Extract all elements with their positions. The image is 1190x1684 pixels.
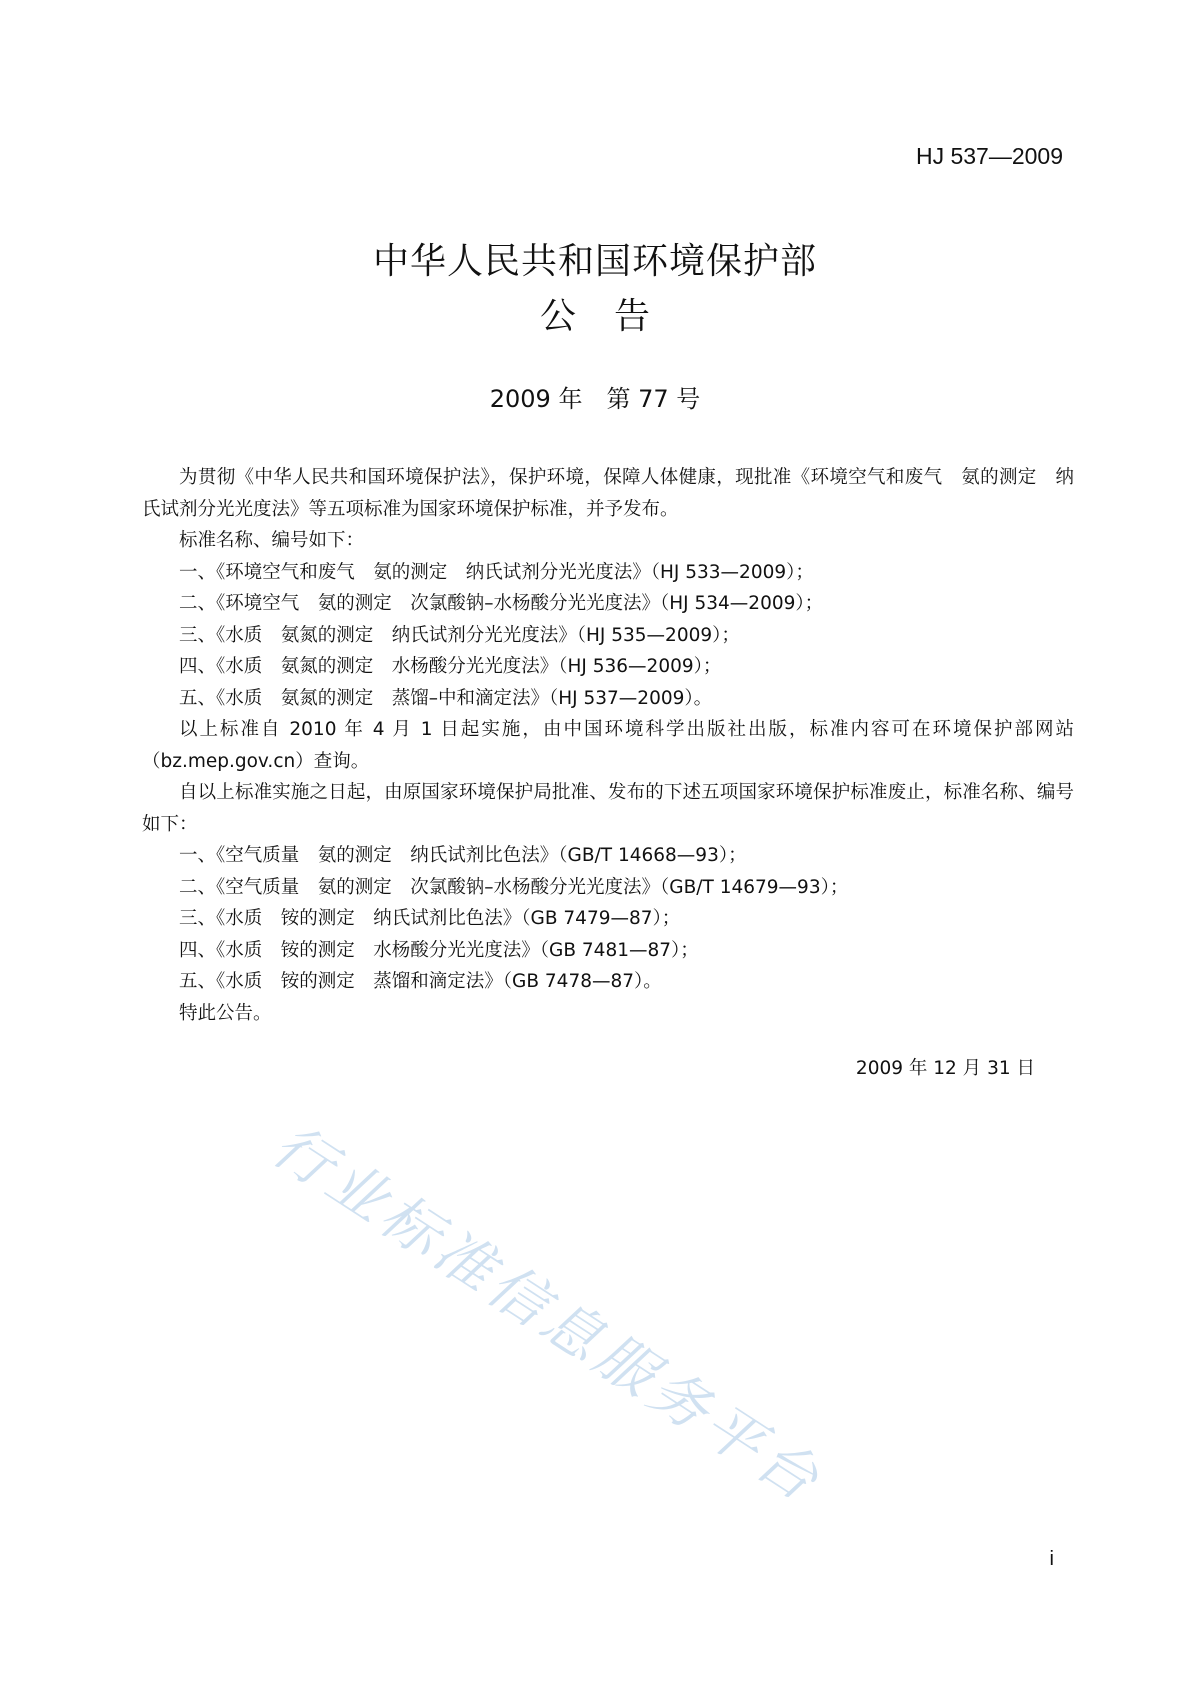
list-item-repealed-standard: 三、《水质 铵的测定 纳氏试剂比色法》（GB 7479—87）； xyxy=(179,908,681,929)
page-number: i xyxy=(1049,1548,1054,1570)
issue-number: 2009 年 第 77 号 xyxy=(489,385,701,413)
issuer-title: 中华人民共和国环境保护部 xyxy=(372,241,817,282)
announcement-title: 公告 xyxy=(539,296,688,337)
standard-number: HJ 537—2009 xyxy=(915,143,1063,169)
watermark: 行业标准信息服务平台 xyxy=(260,1110,835,1517)
list-item-new-standard: 五、《水质 氨氮的测定 蒸馏–中和滴定法》（HJ 537—2009）。 xyxy=(179,687,713,709)
paragraph-closing: 特此公告。 xyxy=(179,1002,272,1024)
list-item-repealed-standard: 四、《水质 铵的测定 水杨酸分光光度法》（GB 7481—87）； xyxy=(179,939,699,961)
signature-date: 2009 年 12 月 31 日 xyxy=(855,1058,1035,1079)
paragraph-intro: 为贯彻《中华人民共和国环境保护法》，保护环境，保障人体健康，现批准《环境空气和废气 氨的测定 纳氏试剂分光光度法》等五项标准为国家环境保护标准，并予发布。 xyxy=(142,467,1074,520)
list-item-new-standard: 三、《水质 氨氮的测定 纳氏试剂分光光度法》（HJ 535—2009）； xyxy=(179,624,740,646)
list-item-new-standard: 二、《环境空气 氨的测定 次氯酸钠–水杨酸分光光度法》（HJ 534—2009）； xyxy=(179,593,824,614)
paragraph-effective-date: 以上标准自 2010 年 4 月 1 日起实施，由中国环境科学出版社出版，标准内容可在环境保护部网站（bz.mep.gov.cn）查询。 xyxy=(142,719,1074,772)
list-item-repealed-standard: 一、《空气质量 氨的测定 纳氏试剂比色法》（GB/T 14668—93）； xyxy=(179,845,747,866)
paragraph-list-heading: 标准名称、编号如下： xyxy=(179,530,365,551)
list-item-repealed-standard: 二、《空气质量 氨的测定 次氯酸钠–水杨酸分光光度法》（GB/T 14679—93）； xyxy=(179,876,849,898)
list-item-new-standard: 四、《水质 氨氮的测定 水杨酸分光光度法》（HJ 536—2009）； xyxy=(179,656,722,677)
announcement-body xyxy=(142,462,1074,1029)
list-item-repealed-standard: 五、《水质 铵的测定 蒸馏和滴定法》（GB 7478—87）。 xyxy=(179,971,662,992)
paragraph-repeal: 自以上标准实施之日起，由原国家环境保护局批准、发布的下述五项国家环境保护标准废止，标准名称、编号如下： xyxy=(142,782,1074,835)
list-item-new-standard: 一、《环境空气和废气 氨的测定 纳氏试剂分光光度法》（HJ 533—2009）； xyxy=(179,561,814,583)
